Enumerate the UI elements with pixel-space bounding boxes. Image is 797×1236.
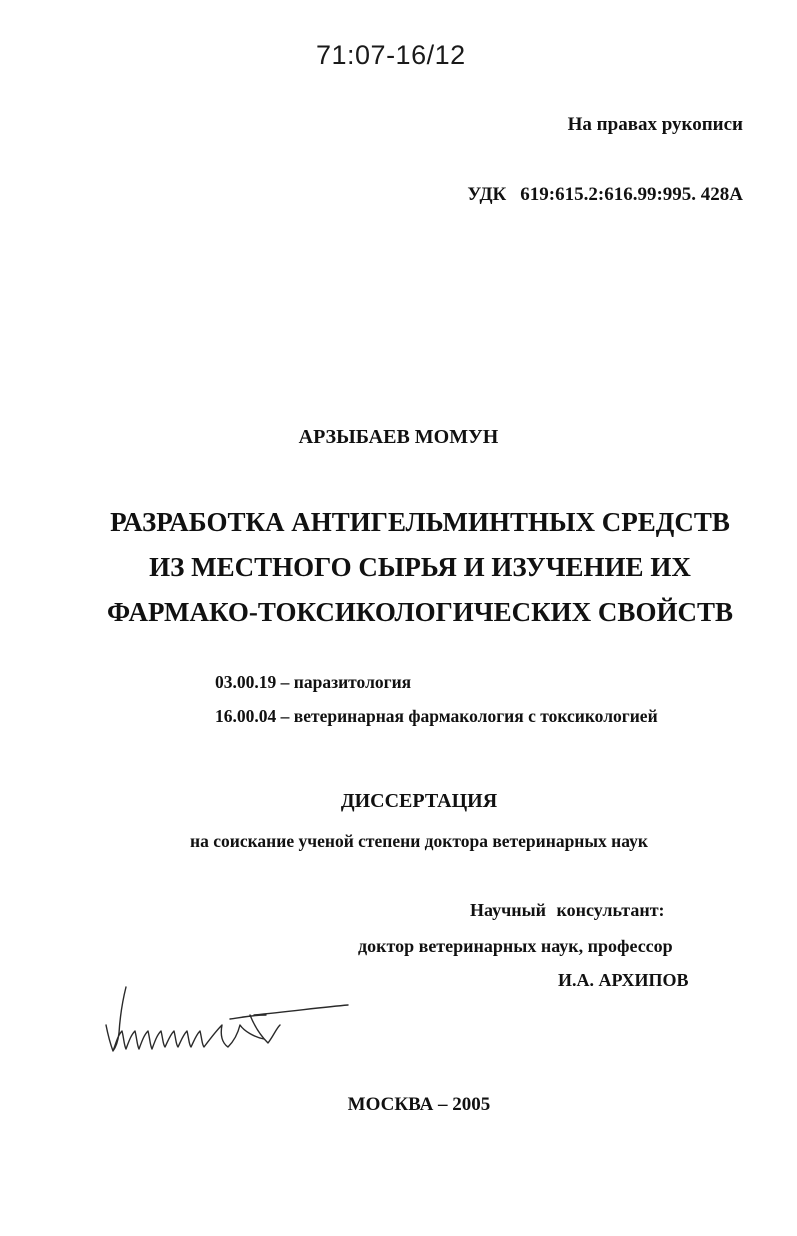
- udk-label: УДК: [467, 184, 507, 205]
- specialty-line: 16.00.04 – ветеринарная фармакология с токсикологией: [215, 706, 658, 726]
- udk-value: 619:615.2:616.99:995. 428А: [520, 184, 743, 205]
- author-name: АРЗЫБАЕВ МОМУН: [298, 426, 499, 448]
- rights-note: На правах рукописи: [567, 114, 743, 135]
- archive-code: 71:07-16/12: [316, 40, 466, 70]
- signature-stroke: [106, 987, 264, 1051]
- degree-line: на соискание ученой степени доктора ветеринарных наук: [190, 831, 648, 851]
- work-type: ДИССЕРТАЦИЯ: [340, 790, 498, 812]
- title-line: ФАРМАКО-ТОКСИКОЛОГИЧЕСКИХ СВОЙСТВ: [107, 597, 733, 627]
- city-year: МОСКВА – 2005: [347, 1094, 491, 1115]
- udk-line: [467, 184, 743, 206]
- consultant-degree: доктор ветеринарных наук, профессор: [358, 936, 673, 956]
- title-line: РАЗРАБОТКА АНТИГЕЛЬМИНТНЫХ СРЕДСТВ: [110, 507, 730, 537]
- consultant-label: Научный консультант:: [470, 900, 665, 920]
- handwritten-signature: [104, 985, 354, 1065]
- dissertation-title: [0, 500, 797, 635]
- title-line: ИЗ МЕСТНОГО СЫРЬЯ И ИЗУЧЕНИЕ ИХ: [149, 552, 691, 582]
- consultant-name: И.А. АРХИПОВ: [558, 970, 689, 990]
- signature-stroke: [230, 1005, 348, 1043]
- specialty-line: 03.00.19 – паразитология: [215, 672, 412, 692]
